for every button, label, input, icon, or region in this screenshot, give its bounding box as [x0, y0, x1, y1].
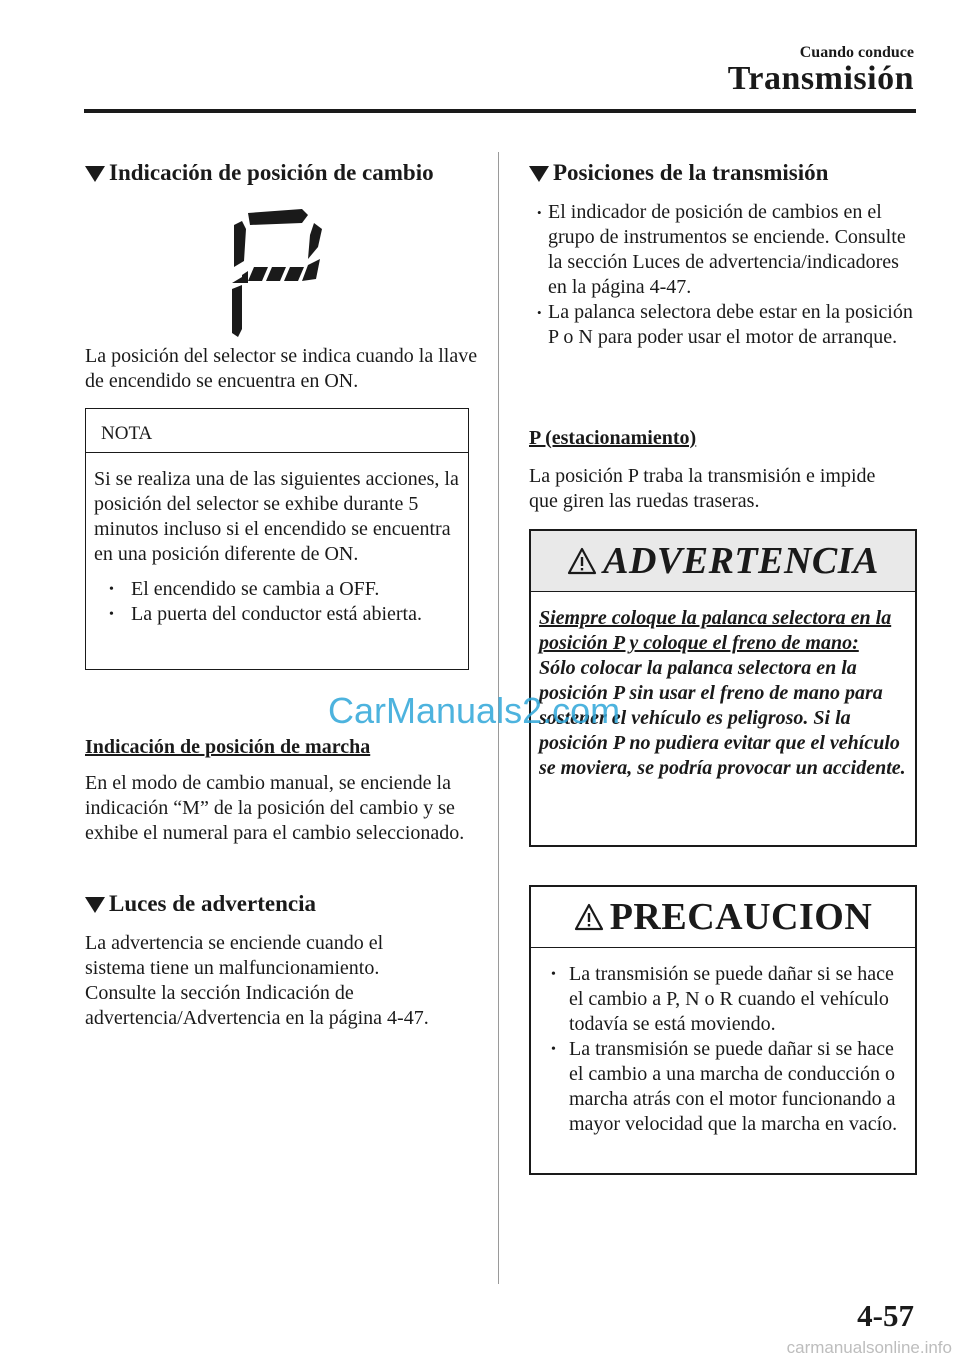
precaucion-box [529, 885, 917, 1175]
precaucion-header [531, 887, 915, 948]
heading-text: Posiciones de la transmisión [553, 160, 829, 185]
heading-luces-advertencia [85, 891, 316, 917]
posiciones-list [529, 200, 914, 350]
advertencia-header [531, 531, 915, 592]
header-section: Cuando conduce [799, 44, 914, 61]
heading-text: Luces de advertencia [109, 891, 316, 916]
advertencia-underlined: Siempre coloque la palanca selectora en la posición P y coloque el freno de mano: [539, 607, 892, 654]
list-item: • El indicador de posición de cambios en el grupo de instrumentos se enciende. Consulte la sección Luces de advertencia/indicadores en la página 4-47. [529, 200, 914, 300]
list-item: • La palanca selectora debe estar en la posición P o N para poder usar el motor de arranque. [529, 300, 914, 350]
heading-indicacion-posicion [85, 160, 434, 186]
nota-box [85, 408, 469, 670]
nota-item: • La puerta del conductor está abierta. [94, 602, 460, 627]
gear-position-p-icon [228, 205, 330, 345]
caution-triangle-icon [574, 903, 604, 931]
footer-watermark: carmanualsonline.info [786, 1338, 952, 1357]
triangle-marker-icon [529, 166, 549, 182]
triangle-marker-icon [85, 166, 105, 182]
nota-label: NOTA [86, 409, 468, 453]
page-number: 4-57 [857, 1298, 914, 1333]
precaucion-title: PRECAUCION [609, 896, 873, 938]
header-title: Transmisión [727, 60, 914, 97]
subheading-posicion-marcha: Indicación de posición de marcha [85, 736, 371, 758]
precaucion-item: • La transmisión se puede dañar si se hace el cambio a una marcha de conducción o marcha atrás con el motor funcionando a mayor velocidad que la marcha en vacío. [531, 1037, 915, 1137]
heading-posiciones-transmision [529, 160, 828, 186]
nota-text: Si se realiza una de las siguientes acciones, la posición del selector se exhibe durante 5 minutos incluso si el encendido se encuentra en una posición diferente de ON. [94, 468, 459, 565]
header-rule [84, 109, 916, 113]
triangle-marker-icon [85, 897, 105, 913]
heading-text: Indicación de posición de cambio [109, 160, 434, 185]
watermark-logo: CarManuals2.com [328, 690, 621, 731]
intro-text: La posición del selector se indica cuando la llave de encendido se encuentra en ON. [85, 345, 478, 392]
advertencia-text: Sólo colocar la palanca selectora en la posición P sin usar el freno de mano para sostener el vehículo es peligroso. Si la posición P no pudiera evitar que el vehículo se moviera, se podría provocar un accidente. [539, 657, 906, 779]
subheading-estacionamiento: P (estacionamiento) [529, 427, 697, 449]
advertencia-title: ADVERTENCIA [603, 540, 879, 582]
luces-text: La advertencia se enciende cuando el sistema tiene un malfuncionamiento. Consulte la sección Indicación de advertencia/Advertencia en la página 4-47. [85, 932, 429, 1029]
nota-item: • El encendido se cambia a OFF. [94, 577, 460, 602]
marcha-text: En el modo de cambio manual, se enciende la indicación “M” de la posición del cambio y se exhibe el numeral para el cambio seleccionado. [85, 772, 465, 844]
advertencia-box [529, 529, 917, 847]
warning-triangle-icon [567, 547, 597, 575]
precaucion-item: • La transmisión se puede dañar si se hace el cambio a P, N o R cuando el vehículo todavía se está moviendo. [531, 962, 915, 1037]
estacionamiento-text: La posición P traba la transmisión e impide que giren las ruedas traseras. [529, 465, 876, 512]
